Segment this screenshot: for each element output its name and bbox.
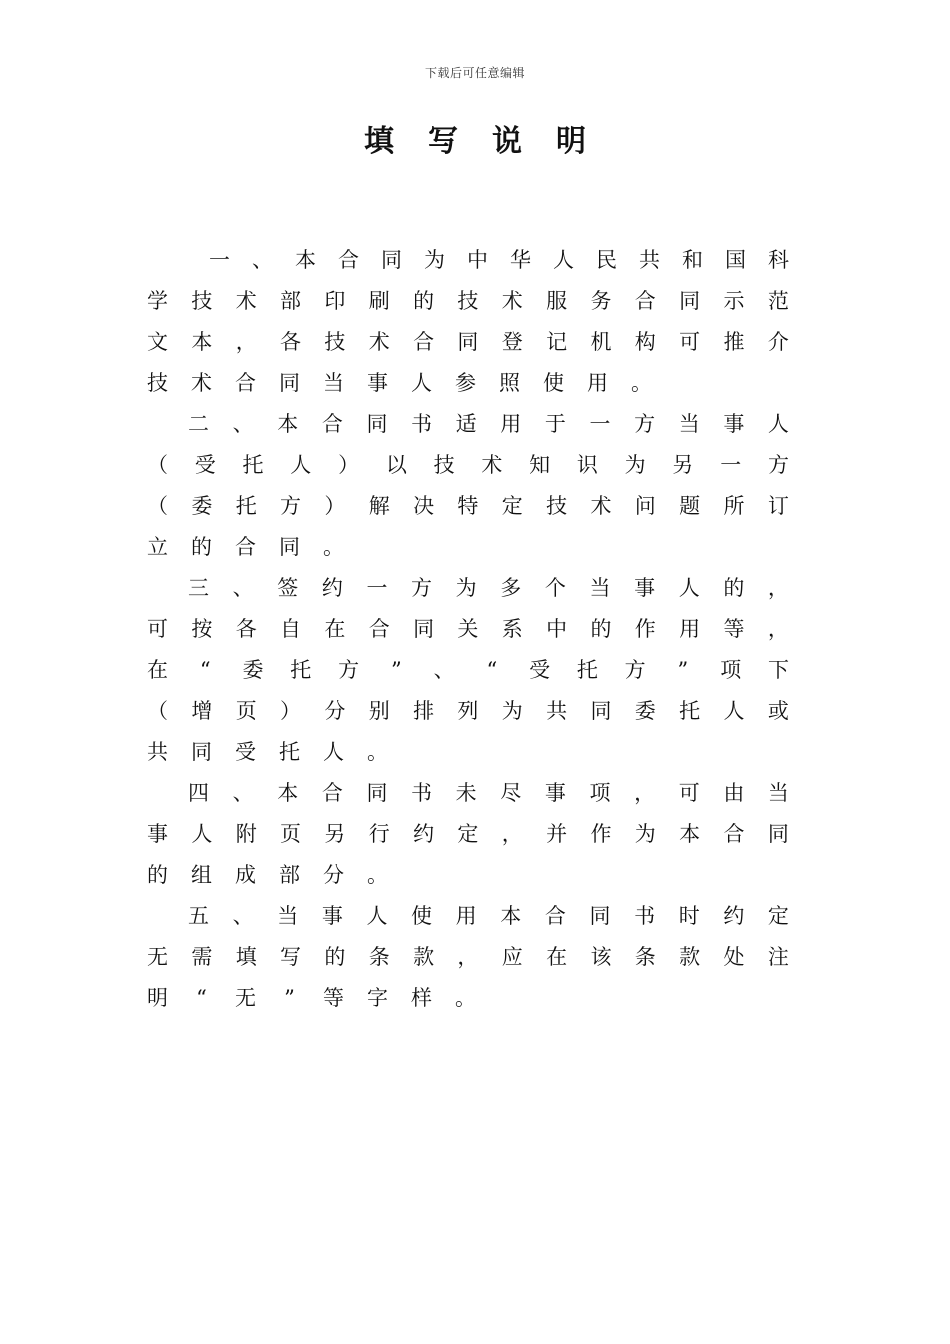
text-line: 五 、 当 事 人 使 用 本 合 同 书 时 约 定 — [188, 904, 789, 928]
text-line: （ 增 页 ） 分 别 排 列 为 共 同 委 托 人 或 — [147, 699, 789, 723]
page-title: 填写说明 — [364, 124, 620, 159]
instructions-body — [147, 240, 789, 1019]
text-line: 文 本 ， 各 技 术 合 同 登 记 机 构 可 推 介 — [147, 330, 789, 354]
text-line: 二 、 本 合 同 书 适 用 于 一 方 当 事 人 — [188, 412, 789, 436]
header-note: 下载后可任意编辑 — [424, 66, 525, 80]
text-line: 技 术 合 同 当 事 人 参 照 使 用 。 — [147, 371, 652, 395]
text-line: 可 按 各 自 在 合 同 关 系 中 的 作 用 等 ， — [147, 617, 789, 641]
text-line: 四 、 本 合 同 书 未 尽 事 项 ， 可 由 当 — [188, 781, 789, 805]
text-line: 三 、 签 约 一 方 为 多 个 当 事 人 的 ， — [188, 576, 789, 600]
text-line: 无 需 填 写 的 条 款 ， 应 在 该 条 款 处 注 — [147, 945, 789, 969]
text-line: （ 受 托 人 ） 以 技 术 知 识 为 另 一 方 — [147, 453, 789, 477]
text-line: 立 的 合 同 。 — [147, 535, 344, 559]
text-line: （ 委 托 方 ） 解 决 特 定 技 术 问 题 所 订 — [147, 494, 789, 518]
text-line: 明 “ 无 ” 等 字 样 。 — [147, 986, 476, 1010]
text-line: 一 、 本 合 同 为 中 华 人 民 共 和 国 科 — [209, 248, 789, 272]
text-line: 的 组 成 部 分 。 — [147, 863, 388, 887]
text-line: 在 “ 委 托 方 ” 、 “ 受 托 方 ” 项 下 — [147, 658, 789, 682]
text-line: 学 技 术 部 印 刷 的 技 术 服 务 合 同 示 范 — [147, 289, 789, 313]
text-line: 共 同 受 托 人 。 — [147, 740, 388, 764]
text-line: 事 人 附 页 另 行 约 定 ， 并 作 为 本 合 同 — [147, 822, 789, 846]
